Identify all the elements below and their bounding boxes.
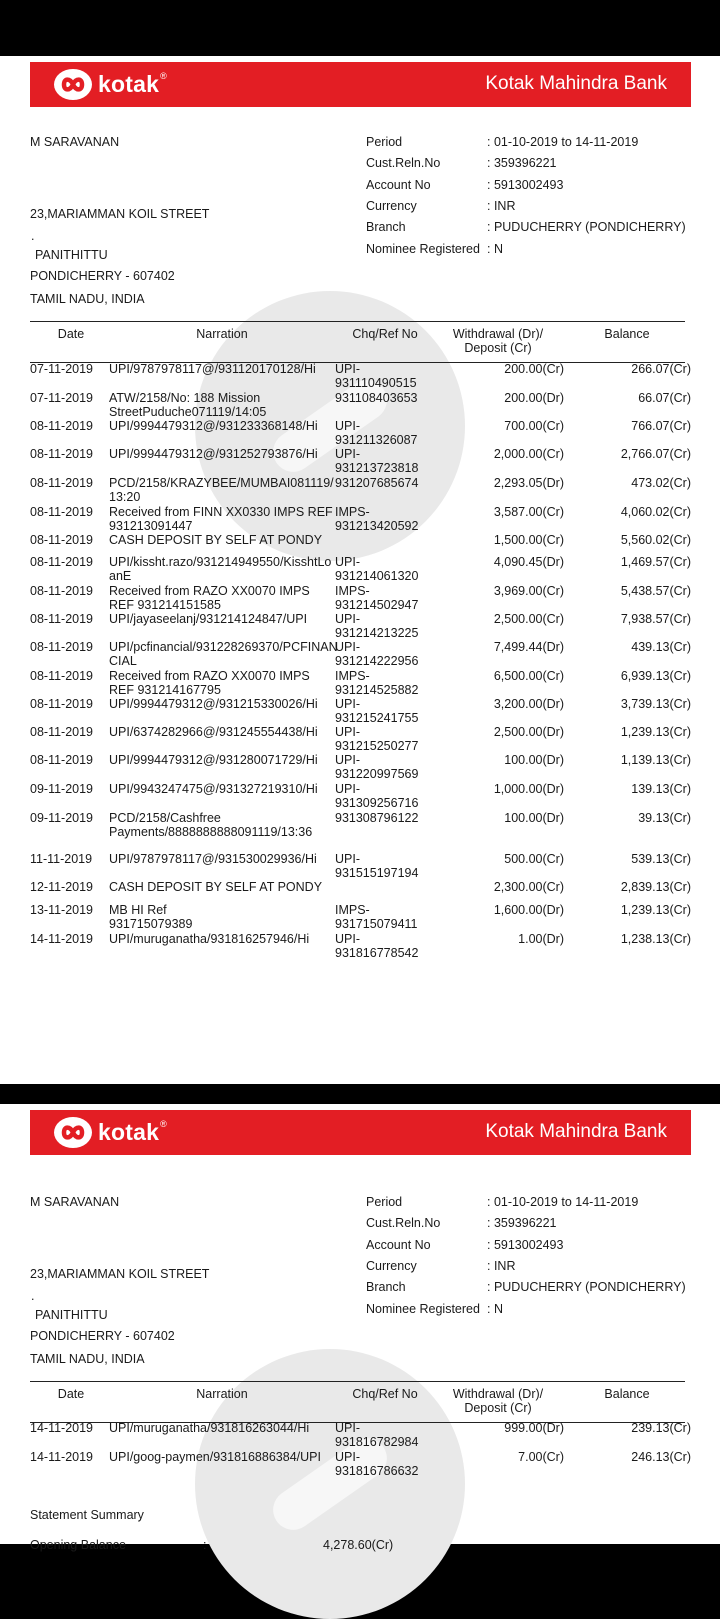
row-date: 14-11-2019: [30, 1421, 94, 1435]
row-date: 08-11-2019: [30, 725, 94, 739]
row-date: 08-11-2019: [30, 669, 94, 683]
nominee-label: Nominee Registered: [366, 1302, 480, 1316]
address-line-5: TAMIL NADU, INDIA: [30, 1352, 145, 1366]
row-narration: Received from RAZO XX0070 IMPS REF 931214167795: [109, 669, 310, 697]
col-narration: Narration: [196, 1387, 248, 1401]
account-value: : 5913002493: [487, 178, 564, 192]
logo-text: kotak: [98, 71, 160, 97]
row-amount: 100.00(Dr): [504, 811, 564, 825]
row-amount: 3,969.00(Cr): [493, 584, 564, 598]
account-label: Account No: [366, 1238, 431, 1252]
row-balance: 766.07(Cr): [631, 419, 691, 433]
row-narration: UPI/jayaseelanj/931214124847/UPI: [109, 612, 308, 626]
row-date: 09-11-2019: [30, 811, 94, 825]
row-balance: 239.13(Cr): [631, 1421, 691, 1435]
address-line-5: TAMIL NADU, INDIA: [30, 292, 145, 306]
row-balance: 5,560.02(Cr): [620, 533, 691, 547]
account-value: : 5913002493: [487, 1238, 564, 1252]
row-ref: IMPS- 931214502947: [335, 584, 419, 612]
row-ref: UPI- 931214061320: [335, 555, 419, 583]
row-balance: 266.07(Cr): [631, 362, 691, 376]
row-amount: 1,600.00(Dr): [493, 903, 564, 917]
row-amount: 7,499.44(Dr): [493, 640, 564, 654]
row-date: 12-11-2019: [30, 880, 94, 894]
reln-value: : 359396221: [487, 156, 557, 170]
col-balance: Balance: [604, 1387, 650, 1401]
row-narration: UPI/9994479312@/931252793876/Hi: [109, 447, 318, 461]
currency-label: Currency: [366, 1259, 417, 1273]
row-date: 08-11-2019: [30, 584, 94, 598]
address-line-3: PANITHITTU: [35, 248, 108, 262]
col-amount-line1: Withdrawal (Dr)/: [452, 327, 544, 341]
row-balance: 5,438.57(Cr): [620, 584, 691, 598]
col-balance: Balance: [604, 327, 650, 341]
address-line-4: PONDICHERRY - 607402: [30, 1329, 175, 1343]
row-narration: Received from RAZO XX0070 IMPS REF 931214151585: [109, 584, 310, 612]
row-ref: IMPS- 931213420592: [335, 505, 419, 533]
row-balance: 1,239.13(Cr): [620, 903, 691, 917]
row-date: 08-11-2019: [30, 505, 94, 519]
bank-header-banner: [30, 1110, 691, 1155]
row-balance: 473.02(Cr): [631, 476, 691, 490]
row-narration: UPI/goog-paymen/931816886384/UPI: [109, 1450, 321, 1464]
summary-title: Statement Summary: [30, 1508, 144, 1522]
reln-label: Cust.Reln.No: [366, 1216, 441, 1230]
row-amount: 200.00(Dr): [504, 391, 564, 405]
row-ref: UPI- 931816786632: [335, 1450, 419, 1478]
nominee-value: : N: [487, 242, 503, 256]
row-balance: 39.13(Cr): [638, 811, 691, 825]
row-date: 08-11-2019: [30, 753, 94, 767]
row-balance: 7,938.57(Cr): [620, 612, 691, 626]
row-date: 08-11-2019: [30, 533, 94, 547]
period-label: Period: [366, 1195, 403, 1209]
row-ref: UPI- 931816778542: [335, 932, 419, 960]
row-balance: 6,939.13(Cr): [620, 669, 691, 683]
row-balance: 539.13(Cr): [631, 852, 691, 866]
opening-balance-label: Opening Balance: [30, 1538, 126, 1552]
row-amount: 3,587.00(Cr): [493, 505, 564, 519]
row-date: 13-11-2019: [30, 903, 94, 917]
currency-label: Currency: [366, 199, 417, 213]
row-ref: UPI- 931515197194: [335, 852, 419, 880]
currency-value: : INR: [487, 1259, 516, 1273]
row-amount: 1,000.00(Dr): [493, 782, 564, 796]
row-date: 09-11-2019: [30, 782, 94, 796]
row-date: 07-11-2019: [30, 362, 94, 376]
row-amount: 700.00(Cr): [504, 419, 564, 433]
row-balance: 139.13(Cr): [631, 782, 691, 796]
row-amount: 500.00(Cr): [504, 852, 564, 866]
row-narration: UPI/9994479312@/931233368148/Hi: [109, 419, 318, 433]
row-date: 08-11-2019: [30, 612, 94, 626]
logo-text: kotak: [98, 1119, 160, 1145]
nominee-value: : N: [487, 1302, 503, 1316]
nominee-label: Nominee Registered: [366, 242, 480, 256]
row-ref: UPI- 931211326087: [335, 419, 418, 447]
row-balance: 1,238.13(Cr): [620, 932, 691, 946]
period-value: : 01-10-2019 to 14-11-2019: [487, 1195, 639, 1209]
row-date: 08-11-2019: [30, 447, 94, 461]
row-narration: UPI/9943247475@/931327219310/Hi: [109, 782, 318, 796]
row-narration: UPI/muruganatha/931816257946/Hi: [109, 932, 310, 946]
col-date: Date: [57, 327, 85, 341]
row-amount: 2,293.05(Dr): [493, 476, 564, 490]
row-narration: PCD/2158/KRAZYBEE/MUMBAI081119/ 13:20: [109, 476, 334, 504]
row-narration: UPI/muruganatha/931816263044/Hi: [109, 1421, 310, 1435]
row-narration: MB HI Ref 931715079389: [109, 903, 193, 931]
customer-name: M SARAVANAN: [30, 135, 120, 149]
row-amount: 100.00(Dr): [504, 753, 564, 767]
row-ref: UPI- 931816782984: [335, 1421, 419, 1449]
kotak-logo-icon: [54, 69, 92, 100]
col-amount: [438, 1387, 558, 1415]
address-line-1: 23,MARIAMMAN KOIL STREET: [30, 1267, 210, 1281]
row-amount: 2,000.00(Cr): [493, 447, 564, 461]
statement-page-2: [0, 1104, 720, 1552]
row-ref: 931207685674: [335, 476, 419, 490]
col-amount-line2: Deposit (Cr): [464, 1401, 532, 1415]
row-narration: Received from FINN XX0330 IMPS REF 931213091447: [109, 505, 333, 533]
row-date: 07-11-2019: [30, 391, 94, 405]
row-narration: PCD/2158/Cashfree Payments/8888888888091119/13:36: [109, 811, 313, 839]
row-amount: 2,500.00(Cr): [493, 612, 564, 626]
reln-value: : 359396221: [487, 1216, 557, 1230]
row-date: 08-11-2019: [30, 476, 94, 490]
address-line-2: .: [31, 229, 35, 243]
row-date: 08-11-2019: [30, 697, 94, 711]
row-ref: UPI- 931215250277: [335, 725, 419, 753]
bank-header-banner: [30, 62, 691, 107]
row-amount: 3,200.00(Dr): [493, 697, 564, 711]
row-balance: 66.07(Cr): [638, 391, 691, 405]
row-balance: 1,239.13(Cr): [620, 725, 691, 739]
row-narration: UPI/9994479312@/931215330026/Hi: [109, 697, 318, 711]
address-line-2: .: [31, 1289, 35, 1303]
row-ref: IMPS- 931715079411: [335, 903, 418, 931]
row-date: 08-11-2019: [30, 640, 94, 654]
row-date: 11-11-2019: [30, 852, 93, 866]
row-narration: UPI/6374282966@/931245554438/Hi: [109, 725, 318, 739]
currency-value: : INR: [487, 199, 516, 213]
row-narration: CASH DEPOSIT BY SELF AT PONDY: [109, 880, 323, 894]
row-amount: 6,500.00(Cr): [493, 669, 564, 683]
row-ref: 931308796122: [335, 811, 419, 825]
row-narration: UPI/9994479312@/931280071729/Hi: [109, 753, 318, 767]
table-header: [30, 1381, 685, 1423]
reln-label: Cust.Reln.No: [366, 156, 441, 170]
account-label: Account No: [366, 178, 431, 192]
row-balance: 439.13(Cr): [631, 640, 691, 654]
row-narration: UPI/kissht.razo/931214949550/KisshtLo anE: [109, 555, 332, 583]
row-balance: 4,060.02(Cr): [620, 505, 691, 519]
col-ref: Chq/Ref No: [352, 1387, 418, 1401]
period-label: Period: [366, 135, 403, 149]
kotak-logo: [54, 69, 167, 100]
row-ref: 931108403653: [335, 391, 418, 405]
row-ref: UPI- 931214222956: [335, 640, 419, 668]
row-balance: 1,139.13(Cr): [620, 753, 691, 767]
opening-balance-value: 4,278.60(Cr): [323, 1538, 394, 1552]
kotak-logo: [54, 1117, 167, 1148]
row-amount: 1,500.00(Cr): [493, 533, 564, 547]
col-narration: Narration: [196, 327, 248, 341]
address-line-3: PANITHITTU: [35, 1308, 108, 1322]
row-balance: 2,839.13(Cr): [620, 880, 691, 894]
col-amount-line1: Withdrawal (Dr)/: [452, 1387, 544, 1401]
branch-value: : PUDUCHERRY (PONDICHERRY): [487, 1280, 686, 1294]
kotak-logo-icon: [54, 1117, 92, 1148]
row-narration: UPI/pcfinancial/931228269370/PCFINAN CIAL: [109, 640, 338, 668]
address-line-1: 23,MARIAMMAN KOIL STREET: [30, 207, 210, 221]
row-ref: IMPS- 931214525882: [335, 669, 419, 697]
bank-name: Kotak Mahindra Bank: [485, 1121, 667, 1142]
row-amount: 4,090.45(Dr): [493, 555, 564, 569]
row-amount: 200.00(Cr): [504, 362, 564, 376]
row-narration: ATW/2158/No: 188 Mission StreetPuduche071119/14:05: [109, 391, 267, 419]
row-date: 14-11-2019: [30, 1450, 94, 1464]
col-amount: [438, 327, 558, 355]
statement-page-1: [0, 56, 720, 1084]
customer-name: M SARAVANAN: [30, 1195, 120, 1209]
row-date: 08-11-2019: [30, 555, 94, 569]
row-amount: 2,500.00(Dr): [493, 725, 564, 739]
row-ref: UPI- 931213723818: [335, 447, 419, 475]
bank-name: Kotak Mahindra Bank: [485, 73, 667, 94]
row-ref: UPI- 931215241755: [335, 697, 419, 725]
row-narration: UPI/9787978117@/931120170128/Hi: [109, 362, 316, 376]
row-balance: 2,766.07(Cr): [620, 447, 691, 461]
row-ref: UPI- 931214213225: [335, 612, 419, 640]
row-balance: 3,739.13(Cr): [620, 697, 691, 711]
branch-value: : PUDUCHERRY (PONDICHERRY): [487, 220, 686, 234]
opening-balance-separator: :: [203, 1538, 207, 1552]
branch-label: Branch: [366, 1280, 406, 1294]
row-ref: UPI- 931220997569: [335, 753, 419, 781]
col-date: Date: [57, 1387, 85, 1401]
row-date: 14-11-2019: [30, 932, 94, 946]
row-balance: 1,469.57(Cr): [620, 555, 691, 569]
row-amount: 999.00(Dr): [504, 1421, 564, 1435]
row-narration: UPI/9787978117@/931530029936/Hi: [109, 852, 317, 866]
col-ref: Chq/Ref No: [352, 327, 418, 341]
logo-registered-mark: ®: [160, 1118, 167, 1129]
row-ref: UPI- 931110490515: [335, 362, 417, 390]
logo-registered-mark: ®: [160, 70, 167, 81]
row-amount: 1.00(Dr): [518, 932, 564, 946]
row-date: 08-11-2019: [30, 419, 94, 433]
period-value: : 01-10-2019 to 14-11-2019: [487, 135, 639, 149]
row-amount: 2,300.00(Cr): [493, 880, 564, 894]
branch-label: Branch: [366, 220, 406, 234]
row-balance: 246.13(Cr): [631, 1450, 691, 1464]
row-narration: CASH DEPOSIT BY SELF AT PONDY: [109, 533, 323, 547]
table-header: [30, 321, 685, 363]
row-ref: UPI- 931309256716: [335, 782, 419, 810]
address-line-4: PONDICHERRY - 607402: [30, 269, 175, 283]
row-amount: 7.00(Cr): [518, 1450, 564, 1464]
col-amount-line2: Deposit (Cr): [464, 341, 532, 355]
